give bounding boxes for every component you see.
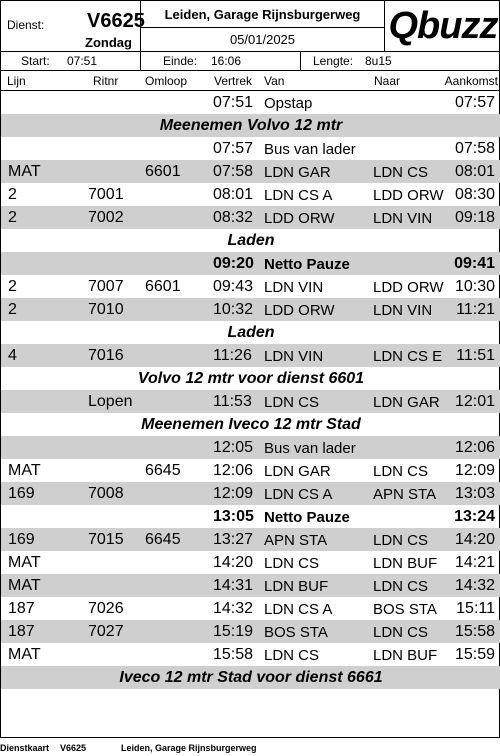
trip-row [1,459,500,482]
cell-aankomst: 11:21 [456,301,495,318]
cell-aankomst: 13:24 [454,508,495,525]
trip-row [1,298,500,321]
dienst-label: Dienst: [7,18,45,32]
cell-aankomst: 12:09 [454,462,495,479]
cell-van: LDN CS A [264,187,333,204]
cell-van: Bus van lader [264,141,356,158]
section-title: Volvo 12 mtr voor dienst 6601 [137,370,365,387]
cell-vertrek: 14:32 [213,600,254,617]
trip-row [1,528,500,551]
length-cell [301,52,500,71]
cell-omloop: 6601 [145,278,181,295]
duty-date: 05/01/2025 [141,28,385,51]
cell-van: LDD ORW [264,302,335,319]
cell-aankomst: 12:01 [454,393,495,410]
pause-row [1,252,500,275]
cell-naar: LDN VIN [373,302,433,319]
start-cell [1,52,141,71]
cell-aankomst: 07:57 [454,94,495,111]
cell-aankomst: 10:30 [454,278,495,295]
footer [0,741,500,756]
length-value: 8u15 [365,54,392,68]
schedule-rows [1,91,500,689]
cell-vertrek: 08:01 [213,186,254,203]
cell-naar: LDN CS [373,463,429,480]
trip-row [1,390,500,413]
cell-van: LDN CS A [264,486,333,503]
cell-aankomst: 09:41 [454,255,495,272]
cell-vertrek: 07:51 [213,94,254,111]
cell-vertrek: 15:19 [213,623,254,640]
trip-row [1,643,500,666]
cell-vertrek: 10:32 [213,301,254,318]
cell-lijn: 187 [8,623,35,640]
cell-van: APN STA [264,532,328,549]
section-title: Laden [227,324,275,341]
cell-naar: BOS STA [373,601,437,618]
section-row [1,321,500,344]
col-omloop: Omloop [145,74,188,88]
cell-aankomst: 08:01 [454,163,495,180]
cell-aankomst: 07:58 [454,140,495,157]
cell-aankomst: 14:20 [454,531,495,548]
cell-aankomst: 15:58 [454,623,495,640]
footer-label: Dienstkaart [0,743,50,753]
cell-naar: LDN VIN [373,210,433,227]
cell-vertrek: 09:43 [213,278,254,295]
cell-van: LDN CS [264,555,320,572]
cell-van: LDN CS [264,394,320,411]
cell-vertrek: 12:09 [213,485,254,502]
cell-naar: LDN CS [373,624,429,641]
cell-vertrek: 07:58 [213,163,254,180]
cell-naar: LDD ORW [373,187,444,204]
col-van: Van [264,74,285,88]
footer-dienst: V6625 [60,743,87,753]
trip-row [1,482,500,505]
cell-van: LDN CS [264,647,320,664]
cell-naar: LDN BUF [373,647,438,664]
cell-ritnr: 7015 [88,531,124,548]
cell-ritnr: 7002 [88,209,124,226]
cell-van: BOS STA [264,624,328,641]
length-label: Lengte: [313,54,354,68]
cell-ritnr: 7007 [88,278,124,295]
section-row [1,413,500,436]
start-time: 07:51 [67,54,98,68]
cell-van: LDN CS A [264,601,333,618]
cell-vertrek: 07:57 [213,140,254,157]
column-header [1,71,500,91]
dienst-number: V6625 [87,10,145,32]
cell-ritnr: 7008 [88,485,124,502]
end-time: 16:06 [211,54,242,68]
cell-vertrek: 13:05 [213,508,254,525]
trip-row [1,275,500,298]
section-row [1,367,500,390]
cell-aankomst: 15:59 [454,646,495,663]
col-vertrek: Vertrek [214,74,253,88]
trip-row [1,551,500,574]
cell-naar: LDN CS [373,578,429,595]
cell-ritnr: 7016 [88,347,124,364]
cell-vertrek: 12:06 [213,462,254,479]
trip-row [1,206,500,229]
trip-row [1,344,500,367]
cell-lijn: 169 [8,485,35,502]
cell-van: LDN VIN [264,348,324,365]
cell-lijn: MAT [8,163,41,180]
col-aankomst: Aankomst [444,74,498,88]
cell-vertrek: 14:20 [213,554,254,571]
cell-van: LDN VIN [264,279,324,296]
cell-lijn: 169 [8,531,35,548]
section-row [1,229,500,252]
cell-aankomst: 11:51 [456,347,495,364]
cell-lijn: 2 [8,209,17,226]
end-label: Einde: [163,54,198,68]
cell-omloop: 6645 [145,462,181,479]
cell-van: Netto Pauze [264,256,350,273]
cell-naar: LDN BUF [373,555,438,572]
cell-lijn: 2 [8,278,17,295]
cell-ritnr: Lopen [88,393,133,410]
cell-van: LDN GAR [264,164,331,181]
cell-ritnr: 7010 [88,301,124,318]
trip-row [1,620,500,643]
cell-vertrek: 09:20 [213,255,254,272]
trip-row [1,574,500,597]
section-title: Meenemen Iveco 12 mtr Stad [141,416,361,433]
cell-naar: APN STA [373,486,437,503]
col-ritnr: Ritnr [93,74,119,88]
cell-omloop: 6601 [145,163,181,180]
cell-ritnr: 7026 [88,600,124,617]
cell-aankomst: 08:30 [454,186,495,203]
day-of-week: Zondag [85,35,132,50]
section-title: Laden [227,232,275,249]
cell-van: LDD ORW [264,210,335,227]
cell-aankomst: 09:18 [454,209,495,226]
trip-row [1,137,500,160]
cell-vertrek: 12:05 [213,439,254,456]
cell-lijn: 4 [8,347,17,364]
cell-vertrek: 15:58 [213,646,254,663]
cell-van: LDN GAR [264,463,331,480]
cell-vertrek: 14:31 [213,577,254,594]
col-naar: Naar [374,74,401,88]
cell-van: LDN BUF [264,578,329,595]
cell-van: Opstap [264,95,313,112]
dienst-box [1,1,145,51]
footer-location: Leiden, Garage Rijnsburgerweg [121,743,257,753]
trip-row [1,436,500,459]
cell-aankomst: 14:21 [454,554,495,571]
time-summary [1,51,500,71]
cell-lijn: MAT [8,554,41,571]
garage-location: Leiden, Garage Rijnsburgerweg [141,1,385,28]
cell-vertrek: 11:53 [213,393,252,410]
trip-row [1,597,500,620]
cell-lijn: 187 [8,600,35,617]
cell-vertrek: 13:27 [213,531,254,548]
cell-aankomst: 12:06 [454,439,495,456]
cell-lijn: 2 [8,301,17,318]
cell-lijn: MAT [8,646,41,663]
cell-aankomst: 14:32 [454,577,495,594]
cell-van: Bus van lader [264,440,356,457]
cell-lijn: MAT [8,577,41,594]
cell-vertrek: 11:26 [213,347,252,364]
cell-aankomst: 15:11 [456,600,495,617]
cell-van: Netto Pauze [264,509,350,526]
section-row [1,666,500,689]
section-row [1,114,500,137]
trip-row [1,91,500,114]
trip-row [1,183,500,206]
cell-omloop: 6645 [145,531,181,548]
cell-ritnr: 7027 [88,623,124,640]
cell-ritnr: 7001 [88,186,124,203]
col-lijn: Lijn [7,74,26,88]
pause-row [1,505,500,528]
cell-vertrek: 08:32 [213,209,254,226]
section-title: Meenemen Volvo 12 mtr [159,117,343,134]
cell-naar: LDN CS [373,532,429,549]
start-label: Start: [21,54,50,68]
cell-lijn: MAT [8,462,41,479]
cell-naar: LDN CS [373,164,429,181]
end-cell [141,52,301,71]
qbuzz-logo: Qbuzz [388,5,498,47]
section-title: Iveco 12 mtr Stad voor dienst 6661 [119,669,383,686]
cell-lijn: 2 [8,186,17,203]
cell-naar: LDN CS E [373,348,443,365]
trip-row [1,160,500,183]
cell-aankomst: 13:03 [454,485,495,502]
cell-naar: LDD ORW [373,279,444,296]
cell-naar: LDN GAR [373,394,440,411]
